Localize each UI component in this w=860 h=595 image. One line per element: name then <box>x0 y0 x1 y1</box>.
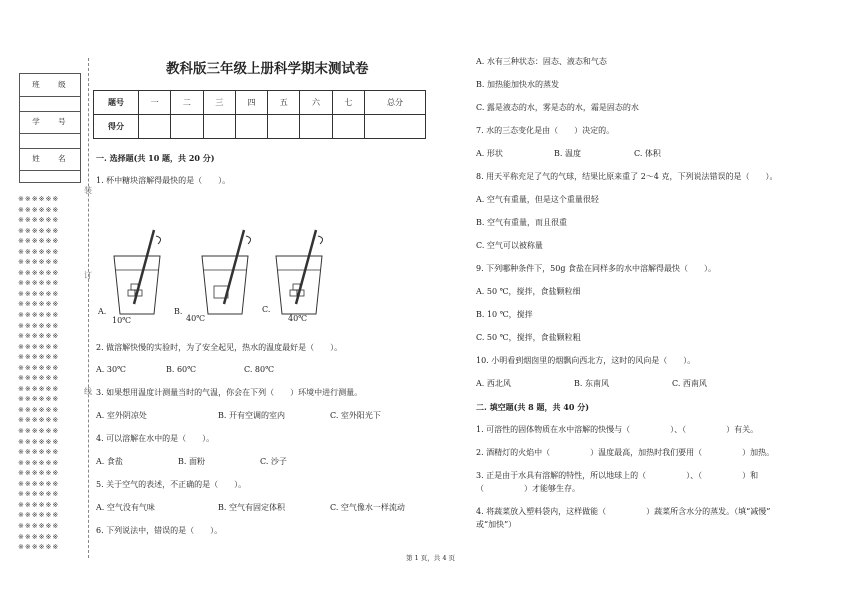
info-blank-row <box>20 133 80 149</box>
fill-question-4: 4. 将蔬菜放入塑料袋内，这样做能（ ）蔬菜所含水分的蒸发。（填“减慢” <box>476 507 771 516</box>
q7-option-c: C. 体积 <box>634 149 661 158</box>
question-5: 5. 关于空气的表述，不正确的是（ ）。 <box>96 480 247 489</box>
section-heading-choice: 一. 选择题(共 10 题，共 20 分) <box>96 153 215 163</box>
figure-label-c: C. <box>262 305 271 314</box>
q9-option-b: B. 10 ℃，搅拌 <box>476 310 533 319</box>
score-value-row <box>94 115 426 139</box>
score-header-cell: 三 <box>203 91 235 115</box>
score-input-cell[interactable] <box>171 115 203 139</box>
q5-option-a: A. 空气没有气味 <box>96 503 155 512</box>
page-title: 教科版三年级上册科学期末测试卷 <box>166 61 369 77</box>
score-header-cell: 五 <box>268 91 300 115</box>
q4-option-b: B. 面粉 <box>178 457 205 466</box>
score-header-cell: 一 <box>139 91 171 115</box>
q8-option-a: A. 空气有重量，但是这个重量很轻 <box>476 195 599 204</box>
score-table <box>93 90 426 139</box>
question-6: 6. 下列说法中，错误的是（ ）。 <box>96 526 223 535</box>
q10-option-c: C. 西南风 <box>672 379 707 388</box>
score-input-cell[interactable] <box>268 115 300 139</box>
question-1: 1. 杯中糖块溶解得最快的是（ ）。 <box>96 176 231 185</box>
question-8: 8. 用天平称充足了气的气球，结果比原来重了 2～4 克，下列说法错误的是（ ）。 <box>476 172 778 181</box>
class-label: 班 级 <box>32 80 74 89</box>
q8-option-c: C. 空气可以被称量 <box>476 241 543 250</box>
q3-option-a: A. 室外阴凉处 <box>96 411 147 420</box>
q10-option-b: B. 东南风 <box>574 379 609 388</box>
binding-char-mid: 订 <box>84 271 92 280</box>
fill-question-2: 2. 酒精灯的火焰中（ ）温度最高，加热时我们要用（ ）加热。 <box>476 448 775 457</box>
figure-temp-a: 10℃ <box>112 316 132 325</box>
question-10: 10. 小明看到烟囱里的烟飘向西北方，这时的风向是（ ）。 <box>476 356 696 365</box>
binding-char-bottom: 线 <box>84 387 92 396</box>
q6-option-c: C. 露是液态的水，雾是态的水，霜是固态的水 <box>476 103 639 112</box>
binding-char-top: 装 <box>84 186 92 195</box>
decorative-stars: ※※※※※※ ※※※※※※ ※※※※※※ ※※※※※※ ※※※※※※ ※※※※※※ ※※※※※※ ※※※※※※ ※※※※※※ ※※※※※※ ※※※※※※ ※※※※※※ ※※※※※※ ※※※※※※ ※※※※※※ ※※※※※※ ※※※※※※ ※※※※※※ ※※※※※※ ※※※※※※ ※※※※※※ ※※※※※※ ※※※※※※ ※※※※※※ ※※※※※※ ※※※※※※ ※※※※※※ ※※※※※※ ※※※※※※ ※※※※※※ ※※※※※※ ※※※※※※ ※※※※※※ ※※※※※※ <box>18 195 60 552</box>
name-label: 姓 名 <box>32 154 74 163</box>
q2-option-a: A. 30℃ <box>96 365 126 374</box>
page-footer: 第 1 页，共 4 页 <box>406 554 456 562</box>
figure-temp-c: 40℃ <box>288 314 308 323</box>
score-input-cell[interactable] <box>332 115 364 139</box>
beaker-c <box>276 230 323 314</box>
q7-option-b: B. 温度 <box>554 149 581 158</box>
q5-option-c: C. 空气像水一样流动 <box>330 503 405 512</box>
q3-option-c: C. 室外阳光下 <box>330 411 381 420</box>
q5-option-b: B. 空气有固定体积 <box>218 503 285 512</box>
score-header-cell: 七 <box>332 91 364 115</box>
figure-label-a: A. <box>98 307 107 316</box>
score-header-cell: 题号 <box>94 91 139 115</box>
q4-option-a: A. 食盐 <box>96 457 123 466</box>
q6-option-b: B. 加热能加快水的蒸发 <box>476 80 559 89</box>
info-blank-row <box>20 96 80 112</box>
info-row-name <box>20 148 80 171</box>
question-3: 3. 如果想用温度计测量当时的气温，你会在下列（ ）环境中进行测量。 <box>96 388 363 397</box>
score-header-cell: 六 <box>300 91 332 115</box>
fill-question-3: 3. 正是由于水具有溶解的特性，所以地球上的（ ）、（ ）和 <box>476 471 759 480</box>
q2-option-b: B. 60℃ <box>166 365 197 374</box>
q8-option-b: B. 空气有重量，而且很重 <box>476 218 567 227</box>
score-header-cell: 总分 <box>364 91 425 115</box>
section-heading-fill: 二. 填空题(共 8 题，共 40 分) <box>476 402 589 412</box>
q4-option-c: C. 沙子 <box>260 457 287 466</box>
q9-option-a: A. 50 ℃，搅拌，食盐颗粒细 <box>476 287 581 296</box>
fill-question-4-cont: 或“加快”） <box>476 520 517 529</box>
q3-option-b: B. 开有空调的室内 <box>218 411 285 420</box>
q6-option-a: A. 水有三种状态：固态、液态和气态 <box>476 57 607 66</box>
question-7: 7. 水的三态变化是由（ ）决定的。 <box>476 126 615 135</box>
beaker-a <box>114 230 161 314</box>
figure-label-b: B. <box>174 307 183 316</box>
figure-temp-b: 40℃ <box>186 314 206 323</box>
score-row-label: 得分 <box>94 115 139 139</box>
score-input-cell[interactable] <box>203 115 235 139</box>
q9-option-c: C. 50 ℃，搅拌，食盐颗粒粗 <box>476 333 581 342</box>
q7-option-a: A. 形状 <box>476 149 503 158</box>
student-info-box <box>19 73 81 183</box>
question-2: 2. 做溶解快慢的实验时，为了安全起见，热水的温度最好是（ ）。 <box>96 343 343 352</box>
score-header-cell: 二 <box>171 91 203 115</box>
score-input-cell[interactable] <box>139 115 171 139</box>
question-9: 9. 下列哪种条件下，50g 食盐在同样多的水中溶解得最快（ ）。 <box>476 264 717 273</box>
beaker-b <box>202 230 251 314</box>
fill-question-3-cont: （ ）才能够生存。 <box>476 484 580 493</box>
fill-question-1: 1. 可溶性的固体物质在水中溶解的快慢与（ ）、（ ）有关。 <box>476 425 759 434</box>
score-input-cell[interactable] <box>300 115 332 139</box>
number-label: 学 号 <box>32 117 74 126</box>
info-row-number <box>20 111 80 134</box>
score-header-row <box>94 91 426 115</box>
score-input-cell[interactable] <box>235 115 267 139</box>
info-row-class <box>20 74 80 97</box>
beakers-figure <box>96 226 346 326</box>
score-header-cell: 四 <box>235 91 267 115</box>
binding-line <box>88 58 89 558</box>
q2-option-c: C. 80℃ <box>244 365 275 374</box>
score-input-cell[interactable] <box>364 115 425 139</box>
q10-option-a: A. 西北风 <box>476 379 511 388</box>
question-4: 4. 可以溶解在水中的是（ ）。 <box>96 434 215 443</box>
